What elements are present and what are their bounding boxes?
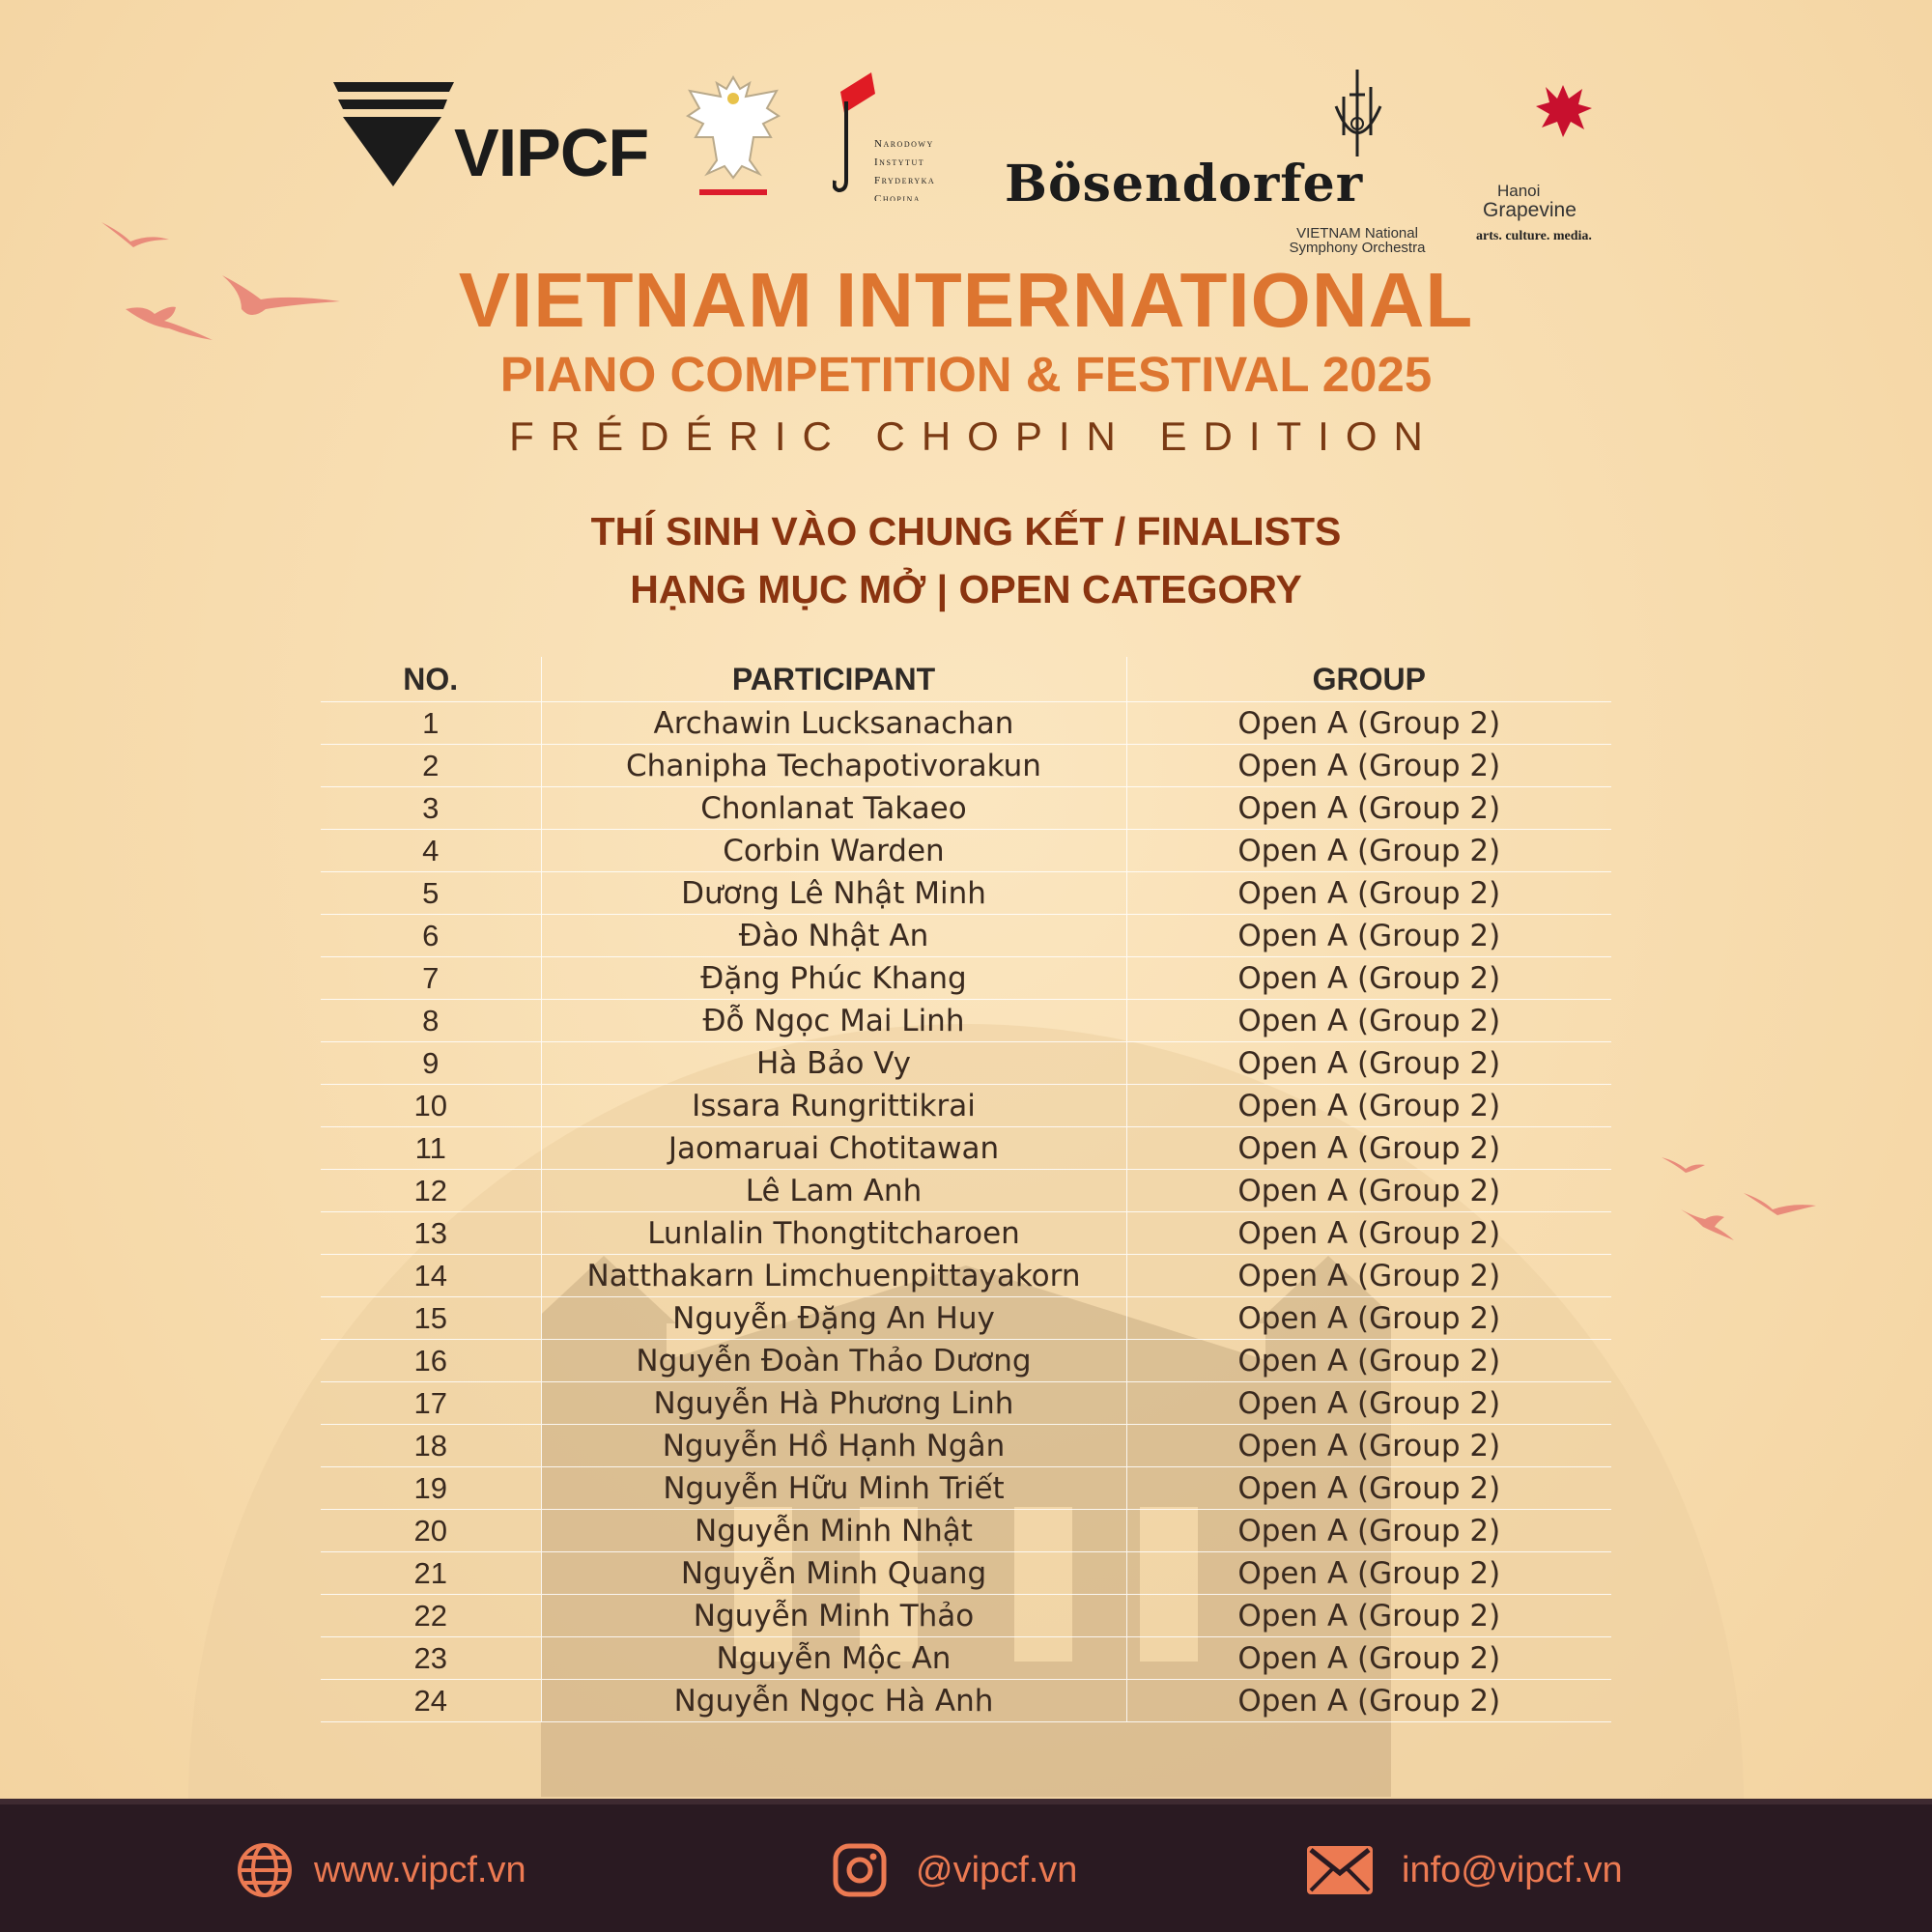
cell-no: 21 — [321, 1552, 541, 1595]
cell-no: 10 — [321, 1085, 541, 1127]
vipcf-logo-text: VIPCF — [454, 115, 649, 190]
nifc-logo-text: Narodowy Instytut Fryderyka Chopina — [874, 138, 936, 201]
cell-no: 2 — [321, 745, 541, 787]
cell-group: Open A (Group 2) — [1237, 1555, 1501, 1591]
grapevine-name-text: Grapevine — [1483, 199, 1577, 221]
footer-bar — [0, 1799, 1932, 1932]
cell-participant: Nguyễn Đoàn Thảo Dương — [541, 1340, 1126, 1382]
cell-no: 17 — [321, 1382, 541, 1425]
table-row — [321, 1000, 1611, 1042]
cell-group: Open A (Group 2) — [1237, 1343, 1501, 1378]
title-line-2: PIANO COMPETITION & FESTIVAL 2025 — [499, 347, 1433, 402]
cell-group: Open A (Group 2) — [1237, 1470, 1501, 1506]
cell-participant: Nguyễn Minh Quang — [541, 1552, 1126, 1595]
table-row — [321, 1680, 1611, 1722]
table-row — [321, 1425, 1611, 1467]
cell-participant: Issara Rungrittikrai — [541, 1085, 1126, 1127]
cell-no: 4 — [321, 830, 541, 872]
table-row — [321, 957, 1611, 1000]
polish-eagle-emblem-icon — [682, 70, 784, 197]
cell-no: 18 — [321, 1425, 541, 1467]
cell-participant: Corbin Warden — [541, 830, 1126, 872]
cell-participant: Lê Lam Anh — [541, 1170, 1126, 1212]
cell-participant: Đào Nhật An — [541, 915, 1126, 957]
cell-no: 8 — [321, 1000, 541, 1042]
cell-no: 5 — [321, 872, 541, 915]
email-link[interactable] — [1307, 1843, 1623, 1897]
cell-participant: Nguyễn Đặng An Huy — [541, 1297, 1126, 1340]
header-group: GROUP — [1312, 661, 1426, 696]
cell-no: 1 — [321, 702, 541, 745]
table-row — [321, 702, 1611, 745]
cell-no: 14 — [321, 1255, 541, 1297]
cell-no: 22 — [321, 1595, 541, 1637]
table-row — [321, 830, 1611, 872]
cell-group: Open A (Group 2) — [1237, 1215, 1501, 1251]
table-row — [321, 1340, 1611, 1382]
cell-participant: Chonlanat Takaeo — [541, 787, 1126, 830]
grapevine-hanoi-text: Hanoi — [1497, 182, 1541, 200]
grapevine-splash-icon — [1534, 79, 1592, 141]
cell-group: Open A (Group 2) — [1237, 1088, 1501, 1123]
website-link[interactable] — [237, 1843, 526, 1897]
cell-group: Open A (Group 2) — [1237, 1045, 1501, 1081]
email-text: info@vipcf.vn — [1402, 1849, 1623, 1890]
cell-group: Open A (Group 2) — [1237, 1258, 1501, 1293]
cell-participant: Đặng Phúc Khang — [541, 957, 1126, 1000]
table-row — [321, 745, 1611, 787]
cell-no: 3 — [321, 787, 541, 830]
cell-group: Open A (Group 2) — [1237, 1003, 1501, 1038]
subtitle-line-2: HẠNG MỤC MỞ | OPEN CATEGORY — [630, 567, 1302, 611]
header-no: NO. — [321, 657, 541, 702]
cell-participant: Nguyễn Ngọc Hà Anh — [541, 1680, 1126, 1722]
cell-group: Open A (Group 2) — [1237, 1683, 1501, 1719]
cell-group: Open A (Group 2) — [1237, 1513, 1501, 1548]
table-row — [321, 1212, 1611, 1255]
cell-no: 7 — [321, 957, 541, 1000]
birds-right-decoration — [1657, 1150, 1821, 1246]
header-participant: PARTICIPANT — [541, 657, 1126, 702]
cell-no: 11 — [321, 1127, 541, 1170]
cell-group: Open A (Group 2) — [1237, 918, 1501, 953]
cell-group: Open A (Group 2) — [1237, 833, 1501, 868]
cell-group: Open A (Group 2) — [1237, 1428, 1501, 1463]
table-row — [321, 1042, 1611, 1085]
finalists-table — [321, 657, 1611, 1722]
cell-participant: Hà Bảo Vy — [541, 1042, 1126, 1085]
cell-participant: Nguyễn Minh Thảo — [541, 1595, 1126, 1637]
nifc-logo-icon — [833, 72, 877, 198]
grapevine-tagline: arts. culture. media. — [1476, 229, 1592, 243]
instagram-text: @vipcf.vn — [916, 1849, 1078, 1890]
subtitle-line-1: THÍ SINH VÀO CHUNG KẾT / FINALISTS — [590, 509, 1342, 554]
cell-no: 12 — [321, 1170, 541, 1212]
vnso-logo-icon — [1328, 68, 1388, 160]
cell-group: Open A (Group 2) — [1237, 875, 1501, 911]
cell-group: Open A (Group 2) — [1237, 1640, 1501, 1676]
table-header-row — [321, 657, 1611, 702]
table-row — [321, 1467, 1611, 1510]
cell-participant: Chanipha Techapotivorakun — [541, 745, 1126, 787]
cell-participant: Nguyễn Hữu Minh Triết — [541, 1467, 1126, 1510]
table-body — [321, 702, 1611, 1722]
cell-participant: Nguyễn Hồ Hạnh Ngân — [541, 1425, 1126, 1467]
cell-no: 15 — [321, 1297, 541, 1340]
table-row — [321, 1382, 1611, 1425]
title-line-3: FRÉDÉRIC CHOPIN EDITION — [509, 413, 1439, 459]
cell-participant: Đỗ Ngọc Mai Linh — [541, 1000, 1126, 1042]
cell-participant: Nguyễn Hà Phương Linh — [541, 1382, 1126, 1425]
website-text: www.vipcf.vn — [314, 1849, 526, 1890]
cell-participant: Lunlalin Thongtitcharoen — [541, 1212, 1126, 1255]
instagram-link[interactable] — [833, 1843, 1077, 1897]
instagram-icon — [833, 1843, 887, 1897]
cell-no: 16 — [321, 1340, 541, 1382]
cell-no: 19 — [321, 1467, 541, 1510]
table-row — [321, 1085, 1611, 1127]
cell-group: Open A (Group 2) — [1237, 705, 1501, 741]
finalists-heading — [0, 502, 1932, 618]
cell-participant: Dương Lê Nhật Minh — [541, 872, 1126, 915]
cell-participant: Nguyễn Minh Nhật — [541, 1510, 1126, 1552]
table-row — [321, 1595, 1611, 1637]
cell-group: Open A (Group 2) — [1237, 1173, 1501, 1208]
cell-no: 24 — [321, 1680, 541, 1722]
cell-participant: Archawin Lucksanachan — [541, 702, 1126, 745]
table-row — [321, 1510, 1611, 1552]
table-row — [321, 1552, 1611, 1595]
cell-group: Open A (Group 2) — [1237, 1385, 1501, 1421]
bosendorfer-logo-text: Bösendorfer — [1005, 155, 1364, 213]
competition-title — [0, 256, 1932, 465]
cell-group: Open A (Group 2) — [1237, 1598, 1501, 1634]
table-row — [321, 1255, 1611, 1297]
table-row — [321, 872, 1611, 915]
cell-participant: Natthakarn Limchuenpittayakorn — [541, 1255, 1126, 1297]
title-line-1: VIETNAM INTERNATIONAL — [458, 257, 1474, 343]
table-row — [321, 1170, 1611, 1212]
cell-group: Open A (Group 2) — [1237, 1130, 1501, 1166]
cell-no: 13 — [321, 1212, 541, 1255]
vipcf-logo-icon — [333, 82, 454, 186]
cell-group: Open A (Group 2) — [1237, 748, 1501, 783]
vnso-logo-text: VIETNAM National Symphony Orchestra — [1289, 225, 1426, 256]
cell-no: 20 — [321, 1510, 541, 1552]
cell-group: Open A (Group 2) — [1237, 1300, 1501, 1336]
table-row — [321, 915, 1611, 957]
table-row — [321, 1637, 1611, 1680]
cell-no: 9 — [321, 1042, 541, 1085]
cell-no: 23 — [321, 1637, 541, 1680]
cell-group: Open A (Group 2) — [1237, 790, 1501, 826]
table-row — [321, 1297, 1611, 1340]
globe-icon — [237, 1842, 293, 1898]
cell-group: Open A (Group 2) — [1237, 960, 1501, 996]
cell-participant: Nguyễn Mộc An — [541, 1637, 1126, 1680]
cell-participant: Jaomaruai Chotitawan — [541, 1127, 1126, 1170]
table-row — [321, 787, 1611, 830]
partner-logos — [0, 58, 1932, 256]
cell-no: 6 — [321, 915, 541, 957]
table-row — [321, 1127, 1611, 1170]
mail-icon — [1307, 1846, 1373, 1894]
